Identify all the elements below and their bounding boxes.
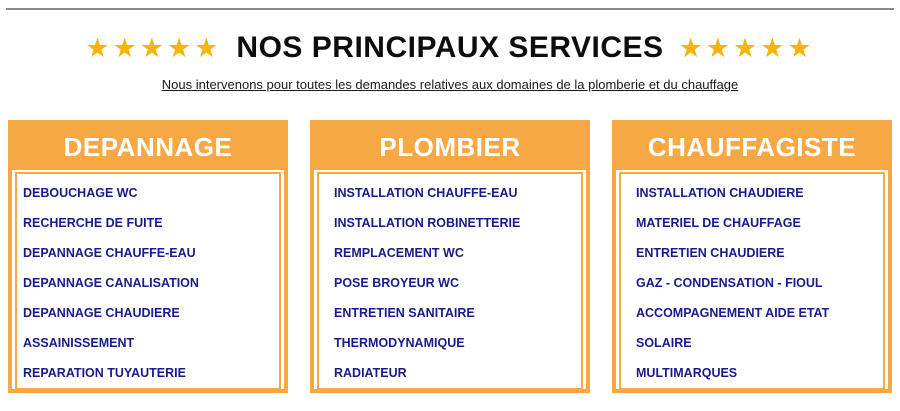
service-item[interactable]: THERMODYNAMIQUE: [334, 336, 465, 350]
service-item[interactable]: DEPANNAGE CHAUFFE-EAU: [23, 246, 196, 260]
star-rating-left-icon: ★★★★★: [85, 32, 222, 63]
service-item[interactable]: MULTIMARQUES: [636, 366, 738, 380]
service-item[interactable]: ACCOMPAGNEMENT AIDE ETAT: [636, 306, 830, 320]
top-divider: [6, 8, 894, 10]
service-item[interactable]: REPARATION TUYAUTERIE: [23, 366, 186, 380]
service-column-depannage: [8, 120, 288, 393]
service-item[interactable]: DEPANNAGE CANALISATION: [23, 276, 199, 290]
service-item[interactable]: ENTRETIEN SANITAIRE: [334, 306, 475, 320]
service-list-depannage: [15, 172, 281, 390]
column-header-depannage: [12, 124, 284, 170]
column-header-chauffagiste: [616, 124, 888, 170]
service-list-plombier: [317, 172, 583, 390]
service-item[interactable]: SOLAIRE: [636, 336, 692, 350]
service-item[interactable]: DEBOUCHAGE WC: [23, 186, 138, 200]
column-header-plombier: [314, 124, 586, 170]
page-subtitle: Nous intervenons pour toutes les demandes relatives aux domaines de la plomberie et du chauffage: [161, 77, 739, 92]
service-item[interactable]: INSTALLATION CHAUFFE-EAU: [334, 186, 518, 200]
subtitle-row: [0, 76, 900, 96]
service-item[interactable]: RECHERCHE DE FUITE: [23, 216, 163, 230]
service-column-chauffagiste: [612, 120, 892, 393]
service-column-plombier: [310, 120, 590, 393]
service-item[interactable]: INSTALLATION CHAUDIERE: [636, 186, 804, 200]
star-rating-right-icon: ★★★★★: [678, 32, 815, 63]
column-header-label: DEPANNAGE: [63, 131, 233, 162]
column-header-label: PLOMBIER: [379, 131, 521, 162]
service-item[interactable]: GAZ - CONDENSATION - FIOUL: [636, 276, 823, 290]
services-columns: [8, 120, 892, 393]
column-header-label: CHAUFFAGISTE: [647, 131, 857, 162]
service-list-chauffagiste: [619, 172, 885, 390]
service-item[interactable]: INSTALLATION ROBINETTERIE: [334, 216, 521, 230]
service-item[interactable]: RADIATEUR: [334, 366, 407, 380]
service-item[interactable]: REMPLACEMENT WC: [334, 246, 464, 260]
page-header: [0, 26, 900, 70]
page-title: NOS PRINCIPAUX SERVICES: [236, 31, 664, 64]
service-item[interactable]: ASSAINISSEMENT: [23, 336, 135, 350]
service-item[interactable]: POSE BROYEUR WC: [334, 276, 460, 290]
service-item[interactable]: ENTRETIEN CHAUDIERE: [636, 246, 785, 260]
service-item[interactable]: MATERIEL DE CHAUFFAGE: [636, 216, 801, 230]
service-item[interactable]: DEPANNAGE CHAUDIERE: [23, 306, 180, 320]
